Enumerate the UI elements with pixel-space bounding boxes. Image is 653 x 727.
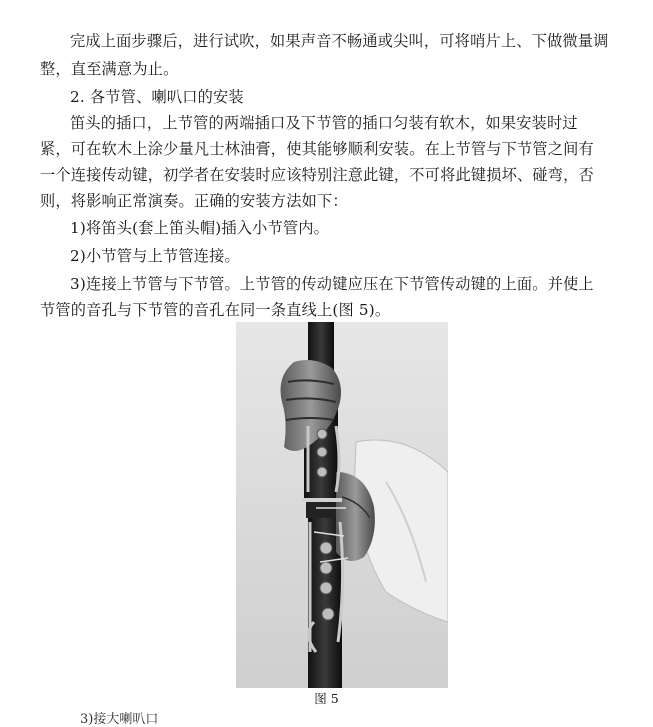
paragraph-2-line-3: 一个连接传动键，初学者在安装时应该特别注意此键，不可将此键损坏、碰弯，否 xyxy=(40,166,594,184)
paragraph-2-line-1: 笛头的插口，上节管的两端插口及下节管的插口匀装有软木，如果安装时过 xyxy=(70,114,578,132)
paragraph-2-line-4: 则，将影响正常演奏。正确的安装方法如下： xyxy=(40,192,348,210)
figure-caption: 图 5 xyxy=(314,691,339,706)
step-2: 2)小节管与上节管连接。 xyxy=(70,247,240,265)
page-bottom-text-fragment: 3)接大喇叭口 xyxy=(80,712,159,727)
section-heading: 2. 各节管、喇叭口的安装 xyxy=(70,88,244,106)
step-3-line-2: 节管的音孔与下节管的音孔在同一条直线上(图 5)。 xyxy=(40,301,391,319)
paragraph-1-line-1: 完成上面步骤后，进行试吹，如果声音不畅通或尖叫，可将哨片上、下做微量调 xyxy=(70,32,609,50)
step-3-line-1: 3)连接上节管与下节管。上节管的传动键应压在下节管传动键的上面。并使上 xyxy=(70,275,594,293)
clarinet-illustration xyxy=(236,322,448,688)
step-1: 1)将笛头(套上笛头帽)插入小节管内。 xyxy=(70,219,330,237)
paragraph-1-line-2: 整，直至满意为止。 xyxy=(40,60,179,78)
clarinet-assembly-photo xyxy=(236,322,448,688)
paragraph-2-line-2: 紧，可在软木上涂少量凡士林油膏，使其能够顺利安装。在上节管与下节管之间有 xyxy=(40,140,594,158)
